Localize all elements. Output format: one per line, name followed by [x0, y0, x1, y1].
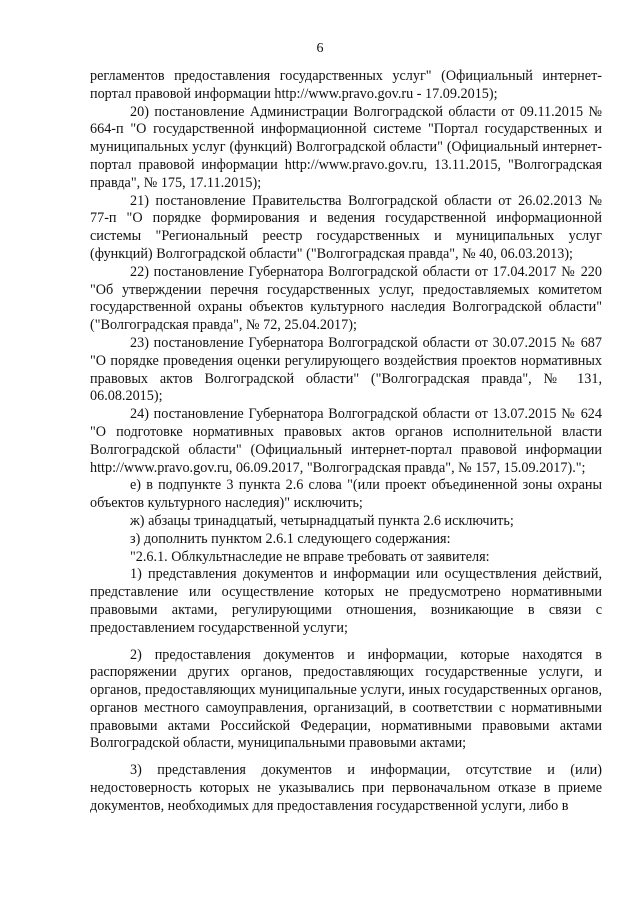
paragraph-item-24: 24) постановление Губернатора Волгоградской области от 13.07.2015 № 624 "О подготовке нормативных правовых актов органов исполнительной власти Волгоградской области" (Официальный интернет-портал правовой информации http://www.pravo.gov.ru, 06.09.2017, "Волгоградская правда", № 157, 15.09.2017)."; — [90, 406, 602, 476]
paragraph-amendment-zh: ж) абзацы тринадцатый, четырнадцатый пункта 2.6 исключить; — [130, 512, 514, 529]
paragraph-amendment-e: е) в подпункте 3 пункта 2.6 слова "(или проект объединенной зоны охраны объектов культурного наследия)" исключить; — [90, 477, 602, 512]
paragraph-item-23: 23) постановление Губернатора Волгоградской области от 30.07.2015 № 687 "О порядке проведения оценки регулирующего воздействия проектов нормативных правовых актов Волгоградской области" ("Волгоградская правда", № 131, 06.08.2015); — [90, 334, 602, 405]
paragraph-2-6-1: "2.6.1. Облкультнаследие не вправе требовать от заявителя: — [130, 548, 490, 565]
paragraph-item-20: 20) постановление Администрации Волгоградской области от 09.11.2015 № 664-п "О государственной информационной системе "Портал государственных и муниципальных услуг (функций) Волгоградской области" (Официальный интернет-портал правовой информации http://www.pravo.gov.ru, 13.11.2015, "Волгоградская правда", № 175, 17.11.2015); — [90, 103, 602, 191]
paragraph-item-21: 21) постановление Правительства Волгоградской области от 26.02.2013 № 77-п "О порядке формирования и ведения государственной информационной системы "Региональный реестр государственных и муниципальных услуг (функций) Волгоградской области" ("Волгоградская правда", № 40, 06.03.2013); — [90, 192, 602, 262]
page-number: 6 — [316, 41, 324, 56]
paragraph-list-3: 3) представления документов и информации, отсутствие и (или) недостоверность которых не указывались при первоначальном отказе в приеме документов, необходимых для предоставления государственной услуги, либо в — [90, 762, 602, 814]
paragraph-item-22: 22) постановление Губернатора Волгоградской области от 17.04.2017 № 220 "Об утверждении перечня государственных услуг, предоставляемых комитетом государственной охраны объектов культурного наследия Волгоградской области" ("Волгоградская правда", № 72, 25.04.2017); — [90, 263, 602, 334]
paragraph-list-2: 2) предоставления документов и информации, которые находятся в распоряжении других органов, предоставляющих государственные услуги, и органов, предоставляющих муниципальные услуги, иных государственных органов, органов местного самоуправления, организаций, в соответствии с нормативными правовыми актами Российской Федерации, нормативными правовыми актами Волгоградской области, муниципальными правовыми актами; — [90, 646, 602, 752]
paragraph-amendment-z: з) дополнить пунктом 2.6.1 следующего содержания: — [130, 530, 451, 547]
document-body — [90, 68, 602, 816]
paragraph-continuation: регламентов предоставления государственных услуг" (Официальный интернет-портал правовой информации http://www.pravo.gov.ru - 17.09.2015); — [90, 68, 602, 102]
paragraph-list-1: 1) представления документов и информации или осуществления действий, представление или осуществление которых не предусмотрено нормативными правовыми актами, регулирующими отношения, возникающие в связи с предоставлением государственной услуги; — [90, 566, 602, 636]
